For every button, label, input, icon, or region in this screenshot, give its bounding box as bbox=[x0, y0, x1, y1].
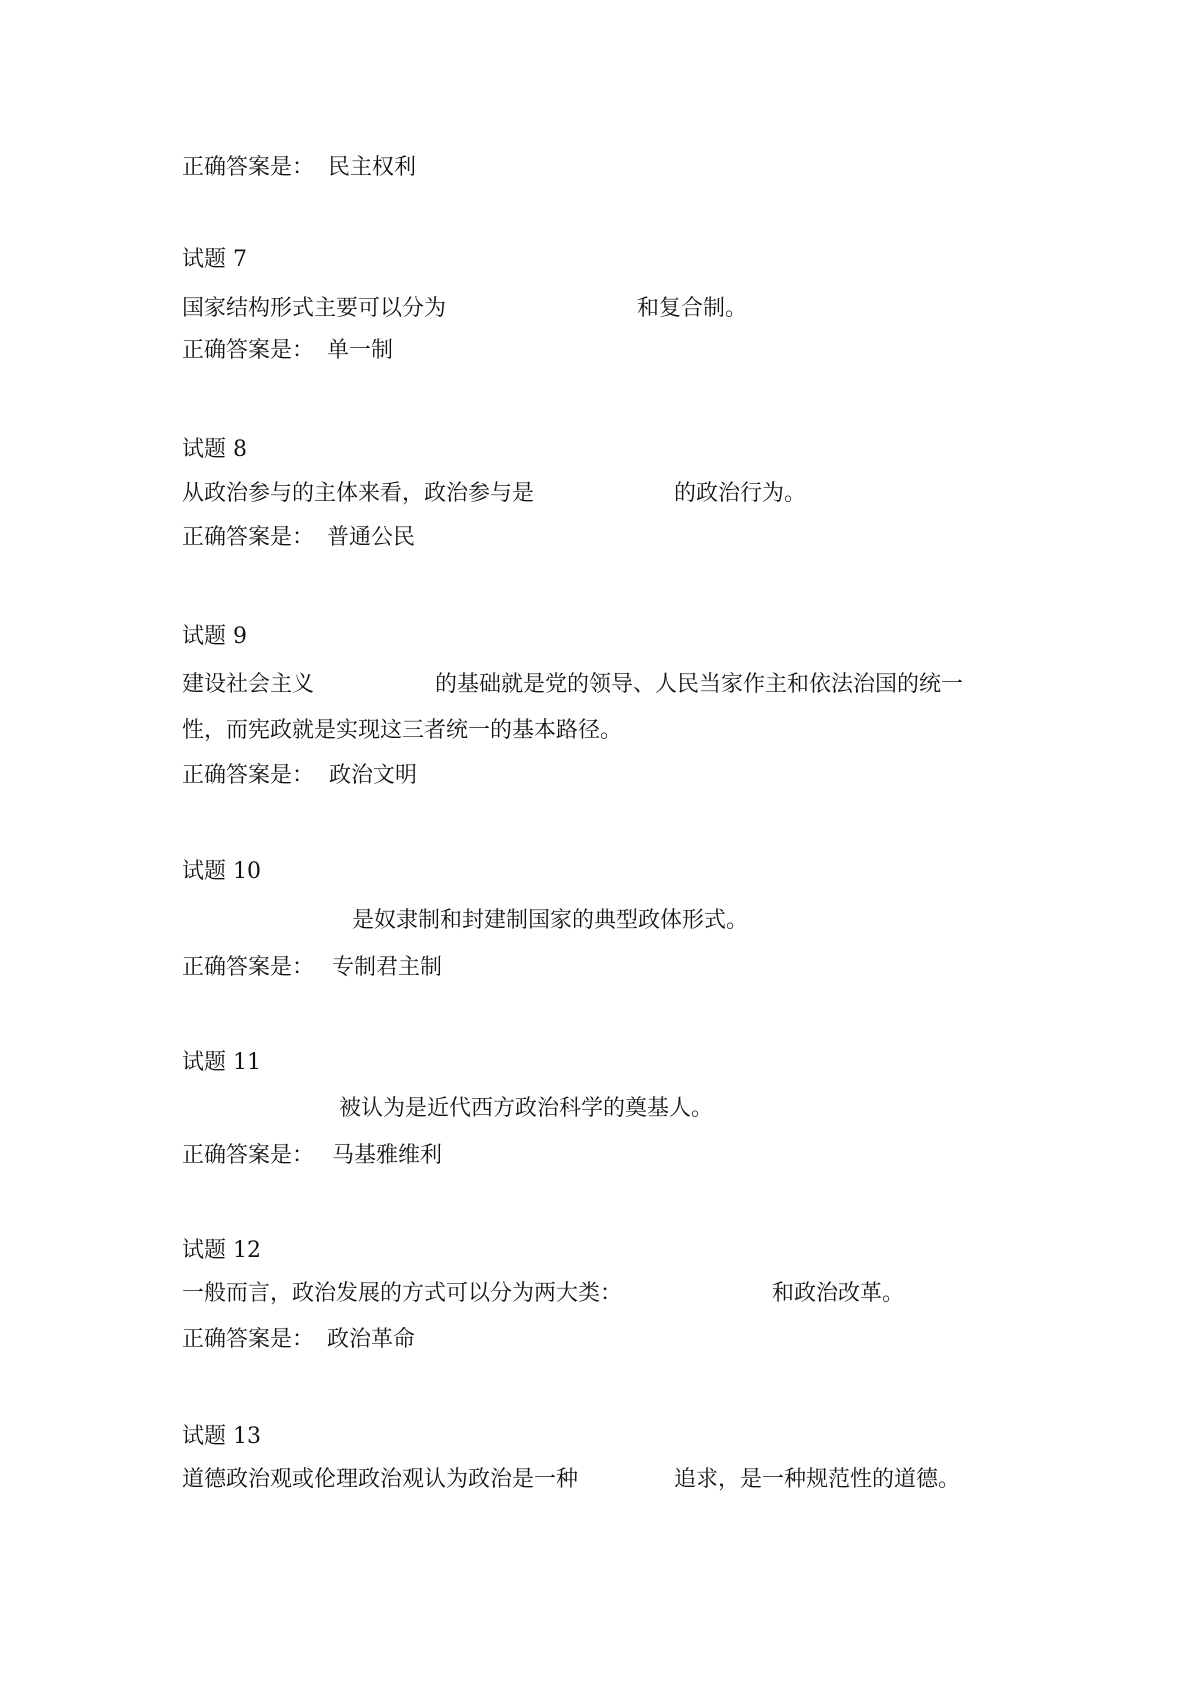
question-title: 试题 12 bbox=[182, 1238, 261, 1263]
question-title: 试题 10 bbox=[182, 859, 261, 884]
question-text-part: 从政治参与的主体来看，政治参与是 bbox=[182, 481, 535, 506]
answer-label: 正确答案是： bbox=[182, 155, 315, 180]
question-text-part: 建设社会主义 bbox=[182, 672, 315, 697]
answer-value: 政治革命 bbox=[327, 1327, 416, 1352]
answer-value: 马基雅维利 bbox=[332, 1143, 443, 1168]
question-text-part: 是奴隶制和封建制国家的典型政体形式。 bbox=[352, 908, 749, 933]
question-title: 试题 9 bbox=[182, 624, 247, 649]
answer-label: 正确答案是： bbox=[182, 525, 315, 550]
question-title: 试题 13 bbox=[182, 1424, 261, 1449]
answer-value: 单一制 bbox=[327, 338, 394, 363]
question-text-part: 的基础就是党的领导、人民当家作主和依法治国的统一 bbox=[435, 672, 964, 697]
question-text-continued: 性，而宪政就是实现这三者统一的基本路径。 bbox=[182, 718, 623, 743]
answer-value: 专制君主制 bbox=[332, 955, 443, 980]
answer-label: 正确答案是： bbox=[182, 338, 315, 363]
answer-value: 政治文明 bbox=[329, 763, 418, 788]
question-text-part: 一般而言，政治发展的方式可以分为两大类： bbox=[182, 1281, 623, 1306]
question-title: 试题 8 bbox=[182, 437, 247, 462]
answer-label: 正确答案是： bbox=[182, 1327, 315, 1352]
question-text-part: 被认为是近代西方政治科学的奠基人。 bbox=[339, 1096, 714, 1121]
question-text-part: 道德政治观或伦理政治观认为政治是一种 bbox=[182, 1467, 579, 1492]
question-title: 试题 11 bbox=[182, 1050, 261, 1075]
answer-value: 普通公民 bbox=[327, 525, 416, 550]
answer-label: 正确答案是： bbox=[182, 955, 315, 980]
question-text-part: 和政治改革。 bbox=[772, 1281, 905, 1306]
answer-value: 民主权利 bbox=[328, 155, 417, 180]
question-text-part: 的政治行为。 bbox=[674, 481, 807, 506]
answer-label: 正确答案是： bbox=[182, 763, 315, 788]
question-text-part: 国家结构形式主要可以分为 bbox=[182, 296, 447, 321]
question-title: 试题 7 bbox=[182, 247, 247, 272]
answer-label: 正确答案是： bbox=[182, 1143, 315, 1168]
question-text-part: 和复合制。 bbox=[637, 296, 748, 321]
question-text-part: 追求，是一种规范性的道德。 bbox=[674, 1467, 961, 1492]
